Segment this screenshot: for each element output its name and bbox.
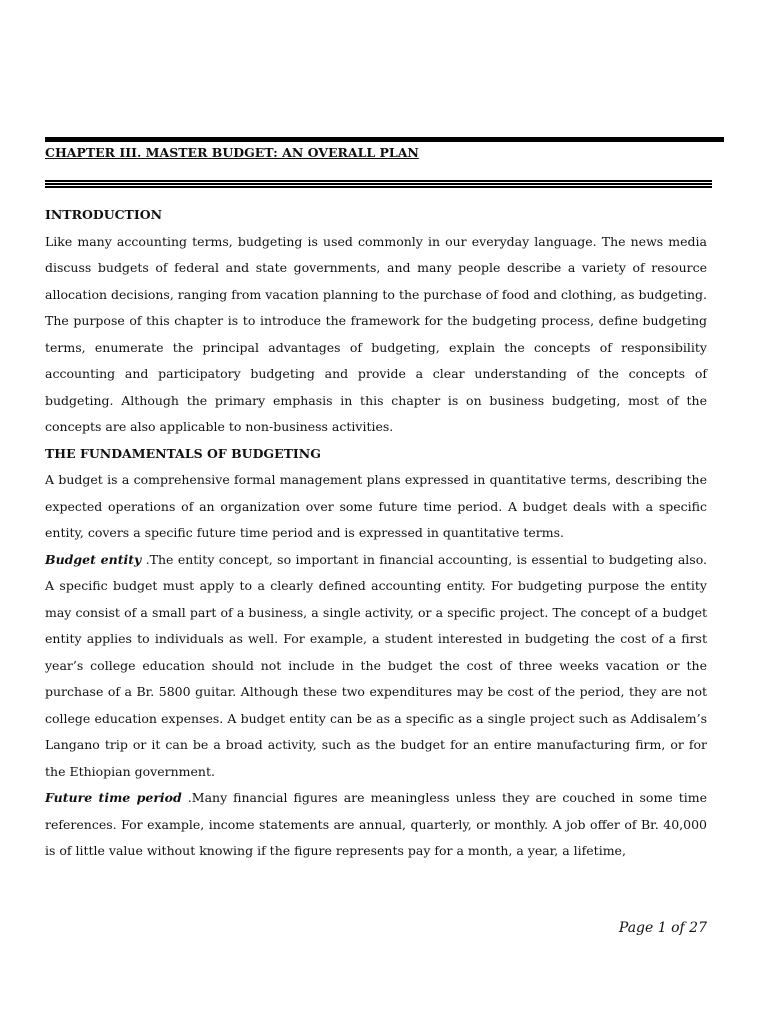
- title-triple-rule: [45, 180, 712, 188]
- fundamentals-heading: THE FUNDAMENTALS OF BUDGETING: [45, 445, 321, 461]
- future-time-text: .Many financial figures are meaningless unless they are couched in some time references. For example, income statements are annual, quarterly, or monthly. A job offer of Br. 40,000 is of little value without knowing if the figure represents pay for a month, a year, a lifetime,: [45, 790, 707, 858]
- budget-entity-text: .The entity concept, so important in financial accounting, is essential to budgeting also. A specific budget must apply to a clearly defined accounting entity. For budgeting purpose the entity may consist of a small part of a business, a single activity, or a specific project. The concept of a budget entity applies to individuals as well. For example, a student interested in budgeting the cost of a first year’s college education should not include in the budget the cost of three weeks vacation or the purchase of a Br. 5800 guitar. Although these two expenditures may be cost of the period, they are not college education expenses. A budget entity can be as a specific as a single project such as Addisalem’s Langano trip or it can be a broad activity, such as the budget for an entire manufacturing firm, or for the Ethiopian government.: [45, 551, 707, 779]
- budget-entity-term: Budget entity: [45, 551, 142, 567]
- future-time-paragraph: [45, 785, 707, 865]
- top-thick-rule: [45, 137, 724, 142]
- introduction-heading: INTRODUCTION: [45, 207, 163, 222]
- page-number: Page 1 of 27: [618, 920, 707, 936]
- budget-entity-paragraph: [45, 547, 707, 786]
- body-text: [45, 202, 707, 865]
- fundamentals-paragraph: A budget is a comprehensive formal management plans expressed in quantitative terms, describing the expected operations of an organization over some future time period. A budget deals with a specific entity, covers a specific future time period and is expressed in quantitative terms.: [45, 472, 707, 540]
- introduction-paragraph: Like many accounting terms, budgeting is used commonly in our everyday language. The news media discuss budgets of federal and state governments, and many people describe a variety of resource allocation decisions, ranging from vacation planning to the purchase of food and clothing, as budgeting. The purpose of this chapter is to introduce the framework for the budgeting process, define budgeting terms, enumerate the principal advantages of budgeting, explain the concepts of responsibility accounting and participatory budgeting and provide a clear understanding of the concepts of budgeting. Although the primary emphasis in this chapter is on business budgeting, most of the concepts are also applicable to non-business activities.: [45, 233, 707, 434]
- future-time-term: Future time period: [45, 790, 182, 805]
- chapter-title: CHAPTER III. MASTER BUDGET: AN OVERALL PLAN: [45, 145, 419, 160]
